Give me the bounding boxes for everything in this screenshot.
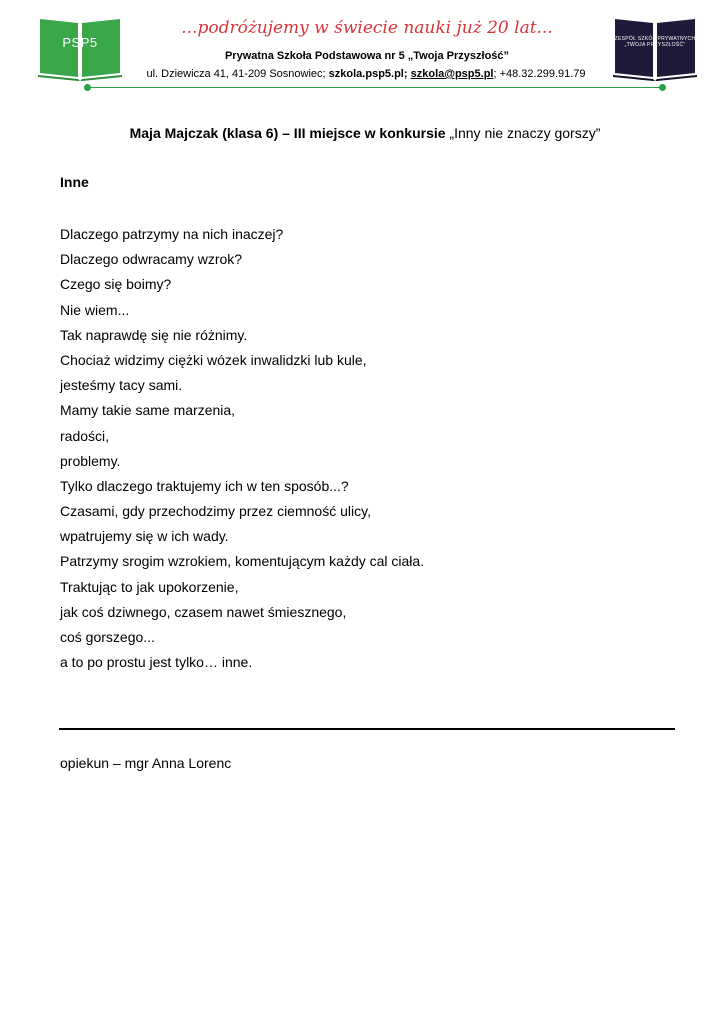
poem-heading: Inne (60, 174, 89, 190)
poem-line: Mamy takie same marzenia, (60, 402, 236, 419)
header-divider (88, 87, 663, 88)
tagline: ...podróżujemy w świecie nauki już 20 lat... (181, 18, 553, 38)
address-text: ul. Dziewicza 41, 41-209 Sosnowiec; (146, 68, 329, 80)
poem-line: coś gorszego... (60, 629, 155, 645)
poem-line: Dlaczego odwracamy wzrok? (60, 251, 243, 268)
address-separator: ; (403, 68, 411, 80)
divider-dot-right (659, 84, 666, 91)
title-rest: „Inny nie znaczy gorszy” (445, 125, 601, 141)
footer-divider (59, 728, 675, 730)
website-link[interactable]: szkola.psp5.pl (328, 68, 404, 80)
school-logo-zsp (613, 15, 697, 81)
document-title (60, 125, 670, 141)
poem-line: jesteśmy tacy sami. (60, 377, 183, 394)
letterhead (0, 0, 725, 95)
poem-line: Tak naprawdę się nie różnimy. (60, 326, 248, 343)
poem-line: radości, (60, 427, 110, 444)
book-icon (613, 15, 697, 81)
poem-line: Patrzymy srogim wzrokiem, komentującym każdy cal ciała. (60, 553, 425, 570)
poem-line: Traktując to jak upokorzenie, (60, 578, 239, 595)
poem-line: Czego się boimy? (60, 276, 172, 293)
divider-dot-left (84, 84, 91, 91)
poem-line: Czasami, gdy przechodzimy przez ciemność ulicy, (60, 503, 371, 520)
title-bold: Maja Majczak (klasa 6) – III miejsce w konkursie (129, 125, 446, 141)
school-name: Prywatna Szkoła Podstawowa nr 5 „Twoja Przyszłość” (224, 50, 510, 62)
phone-number: ; +48.32.299.91.79 (493, 68, 586, 80)
logo-right-text: ZESPÓŁ SZKÓŁ PRYWATNYCH „TWOJA PRZYSZŁOŚĆ” (614, 36, 696, 48)
address-line (110, 68, 622, 80)
poem-line: a to po prostu jest tylko… inne. (60, 654, 253, 671)
poem-line: jak coś dziwnego, czasem nawet śmiesznego, (60, 603, 347, 620)
poem-line: problemy. (60, 452, 121, 469)
poem-line: wpatrujemy się w ich wady. (60, 528, 229, 545)
logo-left-text: PSP5 (62, 35, 98, 50)
poem-line: Dlaczego patrzymy na nich inaczej? (60, 226, 284, 242)
poem-line: Chociaż widzimy ciężki wózek inwalidzki lub kule, (60, 351, 367, 368)
poem-line: Tylko dlaczego traktujemy ich w ten sposób...? (60, 477, 349, 494)
supervisor-note: opiekun – mgr Anna Lorenc (60, 755, 232, 771)
poem-body (60, 222, 424, 675)
email-link[interactable]: szkola@psp5.pl (410, 68, 494, 80)
poem-line: Nie wiem... (60, 301, 130, 318)
